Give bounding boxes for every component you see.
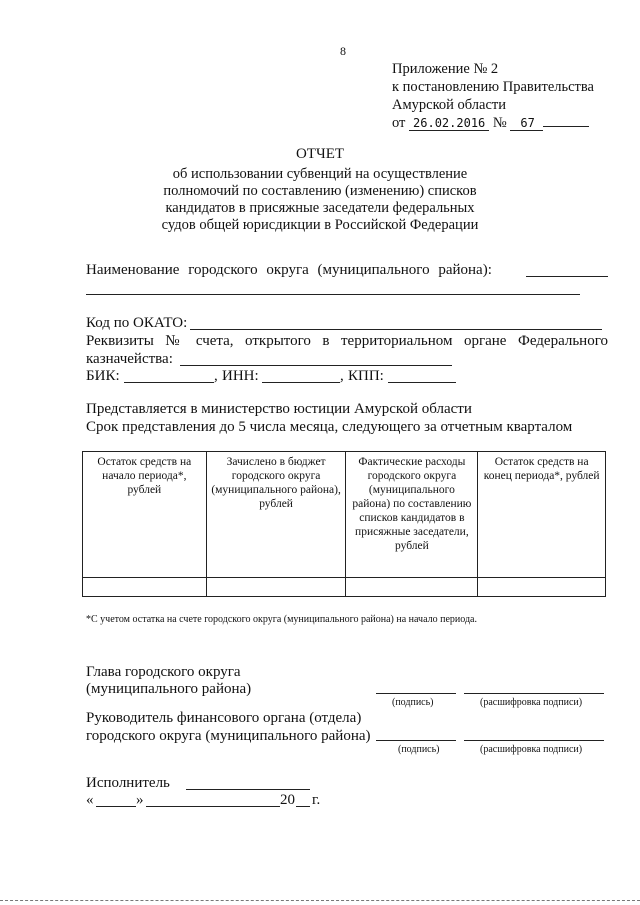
- head-signature-line[interactable]: [376, 693, 456, 694]
- scan-edge: [0, 900, 640, 903]
- district-name-label: Наименование городского округа (муниципального района):: [86, 262, 492, 278]
- appendix-date-row: [392, 114, 594, 132]
- appendix-header: [392, 60, 594, 132]
- appendix-resolution: к постановлению Правительства: [392, 79, 594, 95]
- date-prefix: от: [392, 115, 406, 131]
- report-title: ОТЧЕТ: [295, 146, 345, 162]
- date-quote-open: «: [86, 792, 94, 808]
- table-cell[interactable]: [206, 578, 346, 597]
- district-name-line-2[interactable]: [86, 294, 580, 295]
- district-name-line[interactable]: [526, 276, 608, 277]
- date-quote-close: »: [136, 792, 144, 808]
- table-cell[interactable]: [478, 578, 606, 597]
- executor-label: Исполнитель: [86, 775, 170, 791]
- resolution-date: 26.02.2016: [409, 116, 489, 131]
- bik-comma: ,: [214, 368, 218, 384]
- okato-label: Код по ОКАТО:: [86, 315, 188, 331]
- requisites-label: Реквизиты № счета, открытого в территориальном органе Федерального: [86, 333, 608, 349]
- footnote: *С учетом остатка на счете городского округа (муниципального района) на начало периода.: [86, 614, 477, 625]
- date-year-prefix: 20: [280, 792, 295, 808]
- bik-label: БИК:: [86, 368, 120, 384]
- treasury-label: казначейства:: [86, 351, 173, 367]
- date-month-line[interactable]: [146, 806, 280, 807]
- column-header-credited: Зачислено в бюджет городского округа (муниципального района), рублей: [206, 452, 346, 578]
- date-day-line[interactable]: [96, 806, 136, 807]
- subtitle-line: об использовании субвенций на осуществление: [172, 166, 468, 182]
- bik-line[interactable]: [124, 382, 214, 383]
- appendix-region: Амурской области: [392, 97, 506, 113]
- head-signature-caption: (подпись): [392, 697, 434, 708]
- executor-line[interactable]: [186, 789, 310, 790]
- submission-recipient: Представляется в министерство юстиции Амурской области: [86, 401, 472, 417]
- head-title-line1: Глава городского округа: [86, 664, 241, 680]
- column-header-closing-balance: Остаток средств на конец периода*, рублей: [478, 452, 606, 578]
- subtitle-line: кандидатов в присяжные заседатели федеральных: [165, 200, 475, 216]
- report-subtitle: [0, 166, 640, 234]
- finance-decoding-caption: (расшифровка подписи): [480, 744, 583, 755]
- table-cell[interactable]: [346, 578, 478, 597]
- inn-line[interactable]: [262, 382, 340, 383]
- treasury-account-line[interactable]: [180, 365, 452, 366]
- number-underline: [543, 114, 589, 127]
- table-row: [83, 578, 606, 597]
- column-header-opening-balance: Остаток средств на начало периода*, рублей: [83, 452, 207, 578]
- appendix-title: Приложение № 2: [392, 61, 499, 77]
- head-decoding-line[interactable]: [464, 693, 604, 694]
- report-table: [82, 451, 606, 597]
- resolution-number: 67: [510, 116, 542, 131]
- subtitle-line: судов общей юрисдикции в Российской Федерации: [161, 217, 479, 233]
- table-header-row: [83, 452, 606, 578]
- finance-title-line2: городского округа (муниципального района): [86, 728, 371, 744]
- kpp-line[interactable]: [388, 382, 456, 383]
- date-year-suffix: г.: [312, 792, 321, 808]
- finance-signature-line[interactable]: [376, 740, 456, 741]
- finance-title-line1: Руководитель финансового органа (отдела): [86, 710, 362, 726]
- inn-comma: ,: [340, 368, 344, 384]
- column-header-expenses: Фактические расходы городского округа (муниципального района) по составлению списков кандидатов в присяжные заседатели, рублей: [346, 452, 478, 578]
- date-year-line[interactable]: [296, 806, 310, 807]
- submission-deadline: Срок представления до 5 числа месяца, следующего за отчетным кварталом: [86, 419, 573, 435]
- kpp-label: КПП:: [348, 368, 384, 384]
- head-decoding-caption: (расшифровка подписи): [480, 697, 583, 708]
- finance-signature-caption: (подпись): [398, 744, 440, 755]
- subtitle-line: полномочий по составлению (изменению) списков: [163, 183, 477, 199]
- table-cell[interactable]: [83, 578, 207, 597]
- number-sign: №: [492, 115, 507, 131]
- finance-decoding-line[interactable]: [464, 740, 604, 741]
- page-number: 8: [340, 44, 346, 58]
- okato-line[interactable]: [190, 329, 602, 330]
- head-title-line2: (муниципального района): [86, 681, 252, 697]
- inn-label: ИНН:: [222, 368, 259, 384]
